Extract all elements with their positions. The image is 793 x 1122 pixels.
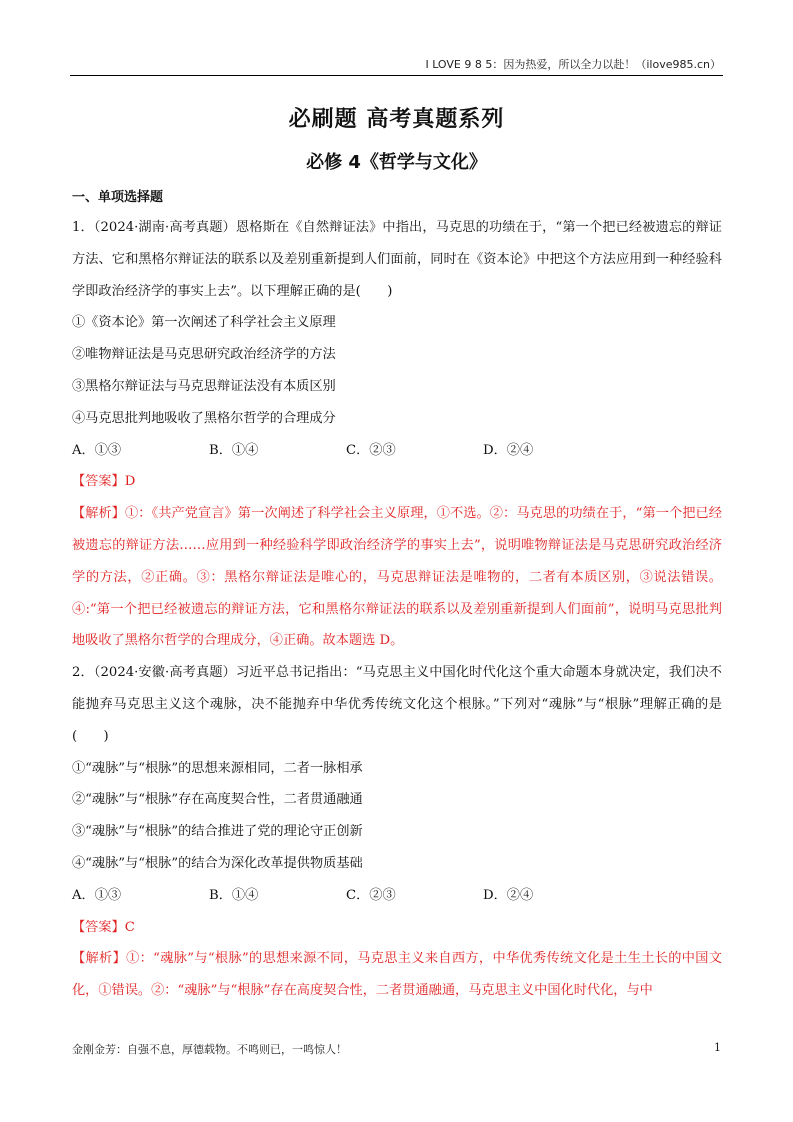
choice-c: C．②③ (346, 887, 396, 903)
question-option: ①《资本论》第一次阐述了科学社会主义原理 (72, 315, 336, 331)
question-option: ②唯物辩证法是马克思研究政治经济学的方法 (72, 347, 336, 363)
choice-b: B．①④ (209, 442, 259, 458)
answer-choices (72, 435, 722, 467)
question-stem: 1．（2024·湖南·高考真题）恩格斯在《自然辩证法》中指出，马克思的功绩在于，“第一个把已经被遗忘的辩证方法、它和黑格尔辩证法的联系以及差别重新提到人们面前，同时在《资本论》中把这个方法应用到一种经验科学即政治经济学的事实上去”。以下理解正确的是( ) (72, 220, 722, 299)
question-option: ①“魂脉”与“根脉”的思想来源相同，二者一脉相承 (72, 760, 363, 776)
question-block (72, 657, 722, 1007)
answer-choices (72, 880, 722, 912)
answer-key: 【答案】C (72, 919, 135, 935)
document-title: 必刷题 高考真题系列 (288, 107, 505, 132)
question-option: ③黑格尔辩证法与马克思辩证法没有本质区别 (72, 378, 336, 394)
choice-d: D．②④ (483, 887, 534, 903)
question-block (72, 212, 722, 657)
question-list (72, 212, 722, 1007)
choice-d: D．②④ (483, 442, 534, 458)
answer-analysis: 【解析】①：“魂脉”与“根脉”的思想来源不同，马克思主义来自西方，中华优秀传统文化是土生土长的中国文化，①错误。②：“魂脉”与“根脉”存在高度契合性，二者贯通融通，马克思主义中国化时代化，与中 (72, 951, 722, 999)
page-header-text: I LOVE 9 8 5：因为热爱，所以全力以赴！（ilove985.cn） (425, 58, 721, 71)
document-subtitle: 必修 4《哲学与文化》 (306, 152, 487, 173)
question-option: ④马克思批判地吸收了黑格尔哲学的合理成分 (72, 410, 336, 426)
choice-b: B．①④ (209, 887, 259, 903)
section-heading: 一、单项选择题 (72, 190, 164, 205)
choice-a: A．①③ (72, 442, 122, 458)
question-option: ④“魂脉”与“根脉”的结合为深化改革提供物质基础 (72, 855, 363, 871)
question-stem: 2．（2024·安徽·高考真题）习近平总书记指出：“马克思主义中国化时代化这个重大命题本身就决定，我们决不能抛弃马克思主义这个魂脉，决不能抛弃中华优秀传统文化这个根脉。”下列对“魂脉”与“根脉”理解正确的是( ) (72, 665, 722, 744)
question-option: ②“魂脉”与“根脉”存在高度契合性，二者贯通融通 (72, 792, 363, 808)
answer-analysis: 【解析】①：《共产党宣言》第一次阐述了科学社会主义原理，①不选。②：马克思的功绩在于，“第一个把已经被遗忘的辩证方法……应用到一种经验科学即政治经济学的事实上去”，说明唯物辩证法是马克思研究政治经济学的方法，②正确。③：黑格尔辩证法是唯心的，马克思辩证法是唯物的，二者有本质区别，③说法错误。④:“第一个把已经被遗忘的辩证方法，它和黑格尔辩证法的联系以及差别重新提到人们面前”，说明马克思批判地吸收了黑格尔哲学的合理成分，④正确。故本题选 D。 (72, 506, 722, 649)
choice-c: C．②③ (346, 442, 396, 458)
question-option: ③“魂脉”与“根脉”的结合推进了党的理论守正创新 (72, 824, 363, 840)
answer-key: 【答案】D (72, 474, 136, 490)
choice-a: A．①③ (72, 887, 122, 903)
footer-motto: 金刚金芳：自强不息，厚德载物。不鸣则已，一鸣惊人！ (72, 1043, 347, 1056)
page-number: 1 (714, 1041, 721, 1054)
header-divider (70, 75, 723, 76)
